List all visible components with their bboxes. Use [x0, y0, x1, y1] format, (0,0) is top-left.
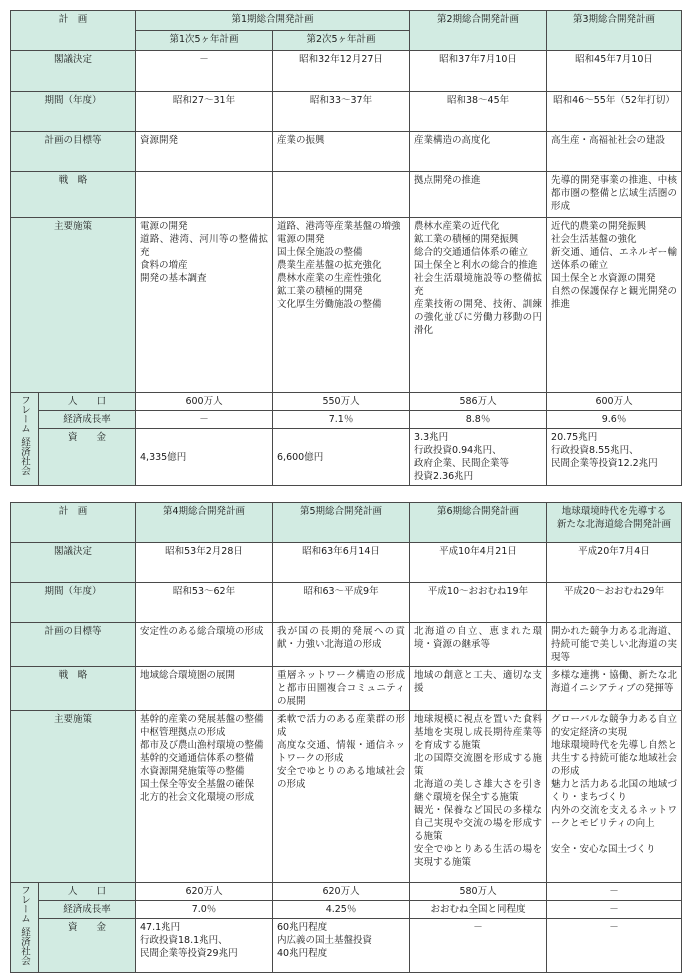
growth-cell: 9.6％ — [547, 411, 682, 429]
population-cell: 620万人 — [273, 883, 410, 901]
funds-text: 3.3兆円 行政投資0.94兆円、 政府企業、民間企業等 投資2.36兆円 — [414, 432, 510, 482]
decision-cell: 平成10年4月21日 — [410, 543, 547, 583]
population-cell: 620万人 — [136, 883, 273, 901]
goal-cell: 北海道の自立、恵まれた環境・資源の継承等 — [410, 623, 547, 667]
strategy-label: 戦 略 — [11, 172, 136, 218]
funds-text: 60兆円程度 内広義の国土基盤投資 40兆円程度 — [277, 922, 373, 959]
measures-cell — [547, 711, 682, 883]
growth-label: 経済成長率 — [39, 411, 136, 429]
funds-cell — [273, 919, 410, 973]
plan-table-2 — [10, 502, 682, 973]
population-cell: － — [547, 883, 682, 901]
period-cell: 平成20～おおむね29年 — [547, 583, 682, 623]
plan-label: 計 画 — [11, 11, 136, 51]
strategy-label: 戦 略 — [11, 667, 136, 711]
measures-cell — [273, 218, 410, 393]
funds-label: 資 金 — [39, 429, 136, 486]
population-label: 人 口 — [39, 393, 136, 411]
plan-column-header-text: 地球環境時代を先導する 新たな北海道総合開発計画 — [557, 506, 672, 530]
frame-label — [11, 393, 39, 486]
period-label: 期間（年度） — [11, 92, 136, 132]
plan-column-header: 第2期総合開発計画 — [410, 11, 547, 51]
period-cell: 昭和38～45年 — [410, 92, 547, 132]
plan-table-1 — [10, 10, 682, 486]
funds-cell — [547, 429, 682, 486]
growth-cell: 7.1％ — [273, 411, 410, 429]
growth-cell: 8.8％ — [410, 411, 547, 429]
goal-cell: 開かれた競争力ある北海道、持続可能で美しい北海道の実現等 — [547, 623, 682, 667]
measures-text: 農林水産業の近代化 鉱工業の積極的開発振興 総合的交通通信体系の確立 国土保全と利水の総合的推進 社会生活環境施設等の整備拡充 産業技術の開発、技術、訓練の強化並びに労働力移動の円滑化 — [414, 221, 543, 336]
frame-label-line2: フレーム — [19, 885, 30, 923]
goal-cell: 我が国の長期的発展への貢献・力強い北海道の形成 — [273, 623, 410, 667]
plan-column-header: 第5期総合開発計画 — [273, 503, 410, 543]
decision-cell: 昭和37年7月10日 — [410, 51, 547, 92]
growth-label: 経済成長率 — [39, 901, 136, 919]
decision-label: 閣議決定 — [11, 51, 136, 92]
funds-text: 4,335億円 — [140, 451, 187, 463]
funds-text: 47.1兆円 行政投資18.1兆円、 民間企業等投資29兆円 — [140, 922, 238, 959]
goal-label: 計画の目標等 — [11, 623, 136, 667]
measures-text: 道路、港湾等産業基盤の増強 電源の開発 国土保全施設の整備 農業生産基盤の拡充強化 農林水産業の生産性強化 鉱工業の積極的開発 文化厚生労働施設の整備 — [277, 221, 401, 310]
measures-text: 基幹的産業の発展基盤の整備 中枢管理拠点の形成 都市及び農山漁村環境の整備 基幹的交通通信体系の整備 水資源開発施策等の整備 国土保全等安全基盤の確保 北方的社会文化環境の形成 — [140, 714, 264, 803]
growth-cell: － — [136, 411, 273, 429]
plan-column-header: 第1次5ヶ年計画 — [136, 31, 273, 51]
decision-label: 閣議決定 — [11, 543, 136, 583]
population-cell: 550万人 — [273, 393, 410, 411]
measures-label: 主要施策 — [11, 711, 136, 883]
funds-cell — [410, 429, 547, 486]
measures-text: 地球規模に視点を置いた食料基地を実現し成長期待産業等を育成する施策 北の国際交流圏を形成する施策 北海道の美しさ雄大さを引き継ぐ環境を保全する施策 観光・保養など国民の多様な自己実現や交流の場を形成する施策 安全でゆとりある生活の場を実現する施策 — [414, 714, 543, 868]
plan-column-header: 第3期総合開発計画 — [547, 11, 682, 51]
strategy-cell: 重層ネットワーク構造の形成と都市田園複合コミュニティの展開 — [273, 667, 410, 711]
growth-cell: 4.25％ — [273, 901, 410, 919]
goal-label: 計画の目標等 — [11, 132, 136, 172]
plan-column-header: 第2次5ヶ年計画 — [273, 31, 410, 51]
goal-cell: 安定性のある総合環境の形成 — [136, 623, 273, 667]
decision-cell: 昭和45年7月10日 — [547, 51, 682, 92]
plan-group-header: 第1期総合開発計画 — [136, 11, 410, 31]
measures-text: 電源の開発 道路、港湾、河川等の整備拡充 食料の増産 開発の基本調査 — [140, 221, 269, 284]
strategy-cell — [136, 172, 273, 218]
population-label: 人 口 — [39, 883, 136, 901]
frame-label-line1: 経済社会 — [19, 437, 30, 475]
population-cell: 580万人 — [410, 883, 547, 901]
strategy-cell: 先導的開発事業の推進、中核都市圏の整備と広域生活圏の形成 — [547, 172, 682, 218]
growth-cell: 7.0％ — [136, 901, 273, 919]
funds-cell: － — [410, 919, 547, 973]
population-cell: 586万人 — [410, 393, 547, 411]
plan-column-header: 第4期総合開発計画 — [136, 503, 273, 543]
measures-label: 主要施策 — [11, 218, 136, 393]
measures-cell — [136, 711, 273, 883]
goal-cell: 産業の振興 — [273, 132, 410, 172]
period-cell: 平成10～おおむね19年 — [410, 583, 547, 623]
population-cell: 600万人 — [547, 393, 682, 411]
frame-label — [11, 883, 39, 973]
strategy-cell — [273, 172, 410, 218]
goal-cell: 高生産・高福祉社会の建設 — [547, 132, 682, 172]
strategy-cell: 地域の創意と工夫、適切な支援 — [410, 667, 547, 711]
measures-text: グローバルな競争力ある自立的安定経済の実現 地球環境時代を先導し自然と共生する持続可能な地域社会の形成 魅力と活力ある北国の地域づくり・まちづくり 内外の交流を支えるネットワークとモビリティの向上 安全・安心な国土づくり — [551, 714, 678, 855]
period-cell: 昭和53～62年 — [136, 583, 273, 623]
decision-cell: 昭和63年6月14日 — [273, 543, 410, 583]
growth-cell: － — [547, 901, 682, 919]
growth-cell: おおむね全国と同程度 — [410, 901, 547, 919]
goal-cell: 資源開発 — [136, 132, 273, 172]
period-cell: 昭和63～平成9年 — [273, 583, 410, 623]
decision-cell: 昭和32年12月27日 — [273, 51, 410, 92]
funds-text: 20.75兆円 行政投資8.55兆円、 民間企業等投資12.2兆円 — [551, 432, 658, 469]
measures-cell — [547, 218, 682, 393]
funds-cell: － — [547, 919, 682, 973]
measures-cell — [410, 218, 547, 393]
funds-label: 資 金 — [39, 919, 136, 973]
period-cell: 昭和46～55年（52年打切） — [547, 92, 682, 132]
strategy-cell: 地域総合環境圏の展開 — [136, 667, 273, 711]
period-cell: 昭和27～31年 — [136, 92, 273, 132]
strategy-cell: 多様な連携・協働、新たな北海道イニシアティブの発揮等 — [547, 667, 682, 711]
measures-cell — [273, 711, 410, 883]
plan-column-header — [547, 503, 682, 543]
decision-cell: － — [136, 51, 273, 92]
funds-text: 6,600億円 — [277, 451, 324, 463]
funds-cell — [273, 429, 410, 486]
plan-column-header: 第6期総合開発計画 — [410, 503, 547, 543]
decision-cell: 平成20年7月4日 — [547, 543, 682, 583]
funds-cell — [136, 429, 273, 486]
measures-cell — [410, 711, 547, 883]
strategy-cell: 拠点開発の推進 — [410, 172, 547, 218]
frame-label-line1: 経済社会 — [19, 927, 30, 965]
population-cell: 600万人 — [136, 393, 273, 411]
measures-cell — [136, 218, 273, 393]
decision-cell: 昭和53年2月28日 — [136, 543, 273, 583]
plan-label: 計 画 — [11, 503, 136, 543]
goal-cell: 産業構造の高度化 — [410, 132, 547, 172]
frame-label-line2: フレーム — [19, 395, 30, 433]
measures-text: 柔軟で活力のある産業群の形成 高度な交通、情報・通信ネットワークの形成 安全でゆとりのある地域社会の形成 — [277, 714, 406, 790]
measures-text: 近代的農業の開発振興 社会生活基盤の強化 新交通、通信、エネルギー輸送体系の確立 国土保全と水資源の開発 自然の保護保存と観光開発の推進 — [551, 221, 678, 310]
funds-cell — [136, 919, 273, 973]
period-cell: 昭和33～37年 — [273, 92, 410, 132]
period-label: 期間（年度） — [11, 583, 136, 623]
